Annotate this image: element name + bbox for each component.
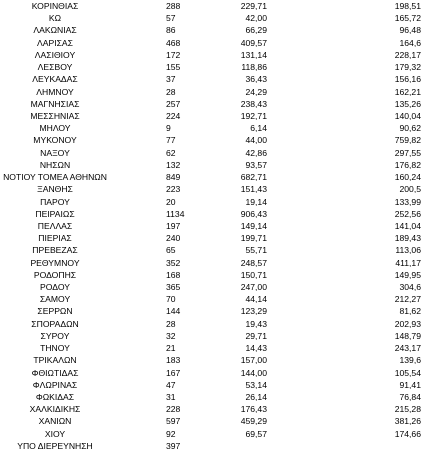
rate-cell: 164,6 [399, 37, 421, 48]
region-name-cell: ΠΑΡΟΥ [40, 196, 70, 207]
ratio-cell: 150,71 [240, 269, 267, 280]
rate-cell: 297,55 [394, 147, 421, 158]
ratio-cell: 151,43 [240, 184, 267, 195]
table-row [0, 293, 433, 305]
region-name-cell: ΝΟΤΙΟΥ ΤΟΜΕΑ ΑΘΗΝΩΝ [3, 172, 107, 183]
table-row [0, 98, 433, 110]
region-name-cell: ΞΑΝΘΗΣ [37, 184, 73, 195]
cases-cell: 228 [166, 404, 181, 415]
region-name-cell: ΧΑΝΙΩΝ [38, 416, 72, 427]
cases-cell: 172 [166, 49, 181, 60]
cases-cell: 240 [166, 233, 181, 244]
ratio-cell: 53,14 [245, 379, 267, 390]
rate-cell: 139,6 [399, 355, 421, 366]
ratio-cell: 238,43 [240, 98, 267, 109]
region-name-cell: ΥΠΟ ΔΙΕΡΕΥΝΗΣΗ [17, 440, 93, 451]
cases-cell: 155 [166, 62, 181, 73]
cases-cell: 1134 [166, 208, 185, 219]
cases-cell: 9 [166, 123, 171, 134]
region-name-cell: ΣΕΡΡΩΝ [37, 306, 73, 317]
ratio-cell: 42,86 [245, 147, 267, 158]
cases-cell: 468 [166, 37, 181, 48]
region-name-cell: ΠΕΛΛΑΣ [37, 220, 73, 231]
table-row [0, 49, 433, 61]
table-row [0, 281, 433, 293]
ratio-cell: 192,71 [240, 110, 267, 121]
table-row [0, 415, 433, 427]
rate-cell: 411,17 [395, 257, 421, 268]
region-name-cell: ΛΕΥΚΑΔΑΣ [32, 74, 78, 85]
rate-cell: 160,24 [394, 172, 421, 183]
cases-cell: 365 [166, 282, 181, 293]
cases-cell: 183 [166, 355, 181, 366]
table-row [0, 61, 433, 73]
ratio-cell: 44,14 [245, 294, 267, 305]
ratio-cell: 26,14 [245, 392, 267, 402]
cases-cell: 47 [166, 379, 176, 390]
cases-cell: 28 [166, 86, 176, 97]
region-name-cell: ΡΟΔΟΥ [40, 282, 70, 293]
ratio-cell: 247,00 [240, 282, 267, 293]
region-name-cell: ΧΙΟΥ [44, 428, 66, 439]
cases-cell: 28 [166, 318, 176, 329]
rate-cell: 212,27 [394, 294, 421, 305]
ratio-cell: 42,00 [245, 13, 267, 24]
table-row [0, 110, 433, 122]
rate-cell: 189,43 [394, 233, 421, 244]
ratio-cell: 69,57 [245, 428, 267, 439]
ratio-cell: 93,57 [245, 159, 267, 170]
cases-cell: 21 [166, 343, 176, 354]
rate-cell: 200,5 [399, 184, 421, 195]
table-row [0, 24, 433, 36]
region-name-cell: ΛΗΜΝΟΥ [36, 86, 74, 97]
table-row [0, 183, 433, 195]
table-row [0, 159, 433, 171]
rate-cell: 135,26 [394, 98, 421, 109]
cases-cell: 70 [166, 294, 176, 305]
ratio-cell: 149,14 [240, 220, 267, 231]
rate-cell: 96,48 [399, 25, 421, 36]
cases-cell: 597 [166, 416, 181, 427]
table-row [0, 171, 433, 183]
region-name-cell: ΣΑΜΟΥ [39, 294, 71, 305]
ratio-cell: 409,57 [240, 37, 267, 48]
table-row [0, 86, 433, 98]
region-name-cell: ΠΡΕΒΕΖΑΣ [32, 245, 78, 256]
ratio-cell: 131,14 [240, 49, 267, 60]
cases-cell: 224 [166, 110, 181, 121]
rate-cell: 90,62 [399, 123, 421, 134]
table-row [0, 330, 433, 342]
table-row [0, 196, 433, 208]
region-name-cell: ΝΗΣΩΝ [39, 159, 71, 170]
cases-cell: 397 [166, 440, 181, 451]
rate-cell: 759,82 [394, 135, 421, 146]
region-name-cell: ΛΑΡΙΣΑΣ [37, 37, 73, 48]
region-name-cell: ΤΡΙΚΑΛΩΝ [33, 355, 77, 366]
table-row [0, 305, 433, 317]
ratio-cell: 36,43 [245, 74, 267, 85]
ratio-cell: 682,71 [240, 172, 267, 183]
cases-cell: 167 [166, 367, 181, 378]
table-row [0, 440, 433, 452]
ratio-cell: 176,43 [240, 404, 267, 415]
cases-cell: 92 [166, 428, 176, 439]
rate-cell: 179,32 [394, 62, 421, 73]
cases-cell: 288 [166, 1, 181, 11]
ratio-cell: 14,43 [245, 343, 267, 354]
rate-cell: 91,41 [399, 379, 421, 390]
cases-cell: 20 [166, 196, 176, 207]
table-row [0, 12, 433, 24]
ratio-cell: 29,71 [245, 330, 267, 341]
rate-cell: 81,62 [399, 306, 421, 317]
rate-cell: 162,21 [394, 86, 421, 97]
table-row [0, 318, 433, 330]
table-row [0, 0, 433, 12]
table-row [0, 220, 433, 232]
rate-cell: 215,28 [394, 404, 421, 415]
table-row [0, 232, 433, 244]
region-name-cell: ΛΑΣΙΘΙΟΥ [34, 49, 76, 60]
region-name-cell: ΦΘΙΩΤΙΔΑΣ [31, 367, 79, 378]
cases-cell: 32 [166, 330, 176, 341]
cases-cell: 31 [166, 392, 176, 402]
table-row [0, 354, 433, 366]
ratio-cell: 248,57 [240, 257, 267, 268]
ratio-cell: 123,29 [240, 306, 267, 317]
rate-cell: 148,79 [394, 330, 421, 341]
ratio-cell: 118,86 [241, 62, 267, 73]
ratio-cell: 44,00 [245, 135, 267, 146]
rate-cell: 105,54 [394, 367, 421, 378]
cases-cell: 849 [166, 172, 181, 183]
rate-cell: 113,06 [395, 245, 421, 256]
rate-cell: 202,93 [394, 318, 421, 329]
table-row [0, 244, 433, 256]
table-row [0, 73, 433, 85]
table-row [0, 403, 433, 415]
ratio-cell: 24,29 [245, 86, 267, 97]
cases-cell: 257 [166, 98, 181, 109]
region-name-cell: ΜΑΓΝΗΣΙΑΣ [30, 98, 80, 109]
cases-cell: 62 [166, 147, 176, 158]
ratio-cell: 6,14 [250, 123, 267, 134]
region-name-cell: ΚΟΡΙΝΘΙΑΣ [31, 1, 79, 11]
region-name-cell: ΣΥΡΟΥ [40, 330, 70, 341]
ratio-cell: 144,00 [240, 367, 267, 378]
cases-cell: 132 [166, 159, 181, 170]
table-row [0, 367, 433, 379]
rate-cell: 156,16 [394, 74, 421, 85]
ratio-cell: 459,29 [240, 416, 267, 427]
region-name-cell: ΛΕΣΒΟΥ [37, 62, 73, 73]
cases-cell: 37 [166, 74, 176, 85]
region-name-cell: ΦΩΚΙΔΑΣ [35, 392, 75, 402]
rate-cell: 149,95 [394, 269, 421, 280]
rate-cell: 176,82 [394, 159, 421, 170]
table-row [0, 269, 433, 281]
cases-cell: 77 [166, 135, 176, 146]
cases-cell: 144 [166, 306, 181, 317]
cases-cell: 86 [166, 25, 176, 36]
region-name-cell: ΠΕΙΡΑΙΩΣ [35, 208, 75, 219]
region-name-cell: ΡΕΘΥΜΝΟΥ [30, 257, 80, 268]
region-name-cell: ΠΙΕΡΙΑΣ [38, 233, 72, 244]
ratio-cell: 55,71 [245, 245, 267, 256]
cases-cell: 168 [166, 269, 181, 280]
region-name-cell: ΦΛΩΡΙΝΑΣ [32, 379, 78, 390]
rate-cell: 252,56 [394, 208, 421, 219]
region-name-cell: ΧΑΛΚΙΔΙΚΗΣ [29, 404, 81, 415]
rate-cell: 133,99 [394, 196, 421, 207]
cases-cell: 223 [166, 184, 181, 195]
rate-cell: 304,6 [399, 282, 421, 293]
table-row [0, 428, 433, 440]
rate-cell: 198,51 [394, 1, 421, 11]
table-row [0, 257, 433, 269]
cases-cell: 57 [166, 13, 176, 24]
ratio-cell: 906,43 [240, 208, 267, 219]
region-name-cell: ΡΟΔΟΠΗΣ [33, 269, 77, 280]
rate-cell: 76,84 [399, 392, 421, 402]
table-row [0, 342, 433, 354]
region-name-cell: ΜΥΚΟΝΟΥ [33, 135, 77, 146]
table-row [0, 37, 433, 49]
ratio-cell: 199,71 [240, 233, 267, 244]
region-name-cell: ΤΗΝΟΥ [40, 343, 70, 354]
region-name-cell: ΛΑΚΩΝΙΑΣ [33, 25, 77, 36]
table-row [0, 122, 433, 134]
ratio-cell: 229,71 [240, 1, 267, 11]
ratio-cell: 19,14 [245, 196, 267, 207]
rate-cell: 165,72 [394, 13, 421, 24]
cases-cell: 197 [166, 220, 181, 231]
region-name-cell: ΣΠΟΡΑΔΩΝ [31, 318, 79, 329]
region-name-cell: ΝΑΞΟΥ [40, 147, 70, 158]
ratio-cell: 66,29 [245, 25, 267, 36]
region-name-cell: ΜΕΣΣΗΝΙΑΣ [30, 110, 80, 121]
table-row [0, 391, 433, 403]
rate-cell: 174,66 [394, 428, 421, 439]
rate-cell: 141,04 [394, 220, 421, 231]
region-name-cell: ΜΗΛΟΥ [39, 123, 71, 134]
table-row [0, 208, 433, 220]
cases-cell: 65 [166, 245, 176, 256]
rate-cell: 381,26 [394, 416, 421, 427]
ratio-cell: 157,00 [240, 355, 267, 366]
ratio-cell: 19,43 [245, 318, 267, 329]
cases-cell: 352 [166, 257, 181, 268]
rate-cell: 140,04 [394, 110, 421, 121]
region-name-cell: ΚΩ [48, 13, 62, 24]
table-row [0, 379, 433, 391]
table-row [0, 134, 433, 146]
table-row [0, 147, 433, 159]
rate-cell: 228,17 [394, 49, 421, 60]
rate-cell: 243,17 [394, 343, 421, 354]
